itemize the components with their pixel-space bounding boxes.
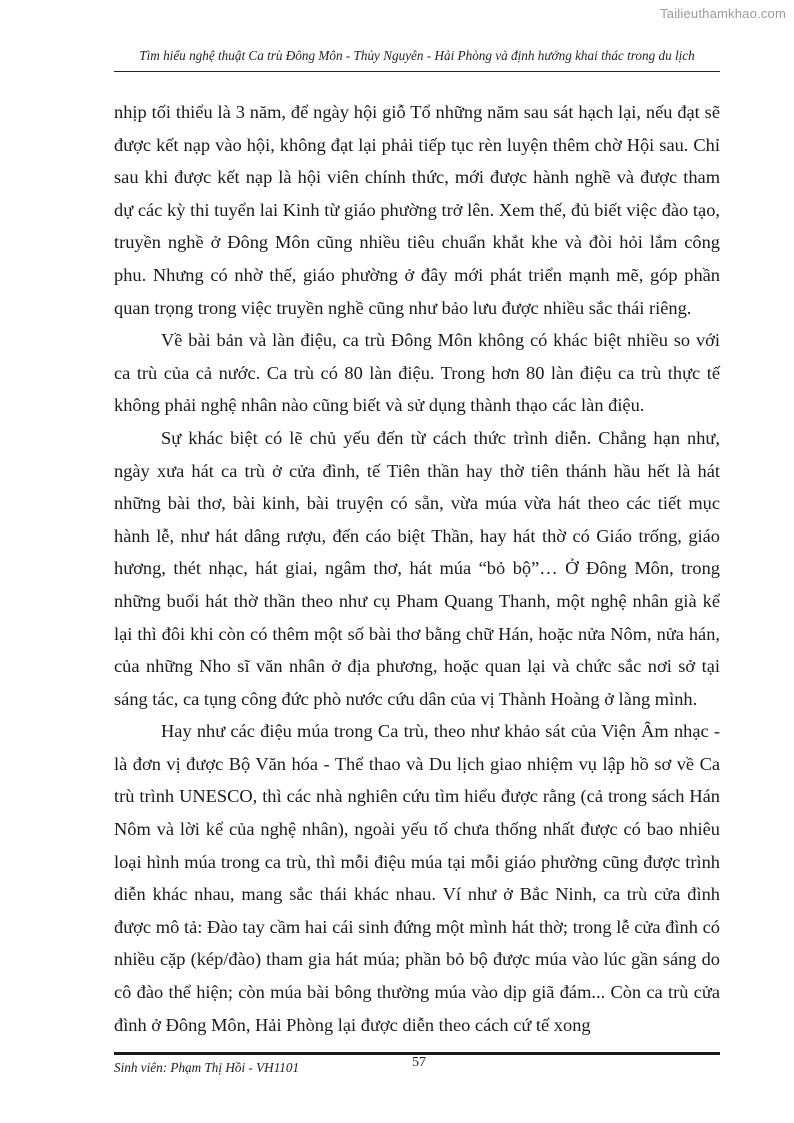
body-text [114, 96, 720, 1041]
watermark: Tailieuthamkhao.com [660, 6, 786, 21]
paragraph: Sự khác biệt có lẽ chủ yếu đến từ cách thức trình diễn. Chẳng hạn như, ngày xưa hát ca trù ở cửa đình, tế Tiên thần hay thờ tiên thánh hầu hết là hát những bài thơ, bài kinh, bài truyện có sẵn, vừa múa vừa hát theo các tiết mục hành lễ, như hát dâng rượu, đến cáo biệt Thần, hay hát thờ có Giáo trống, giáo hương, thét nhạc, hát giai, ngâm thơ, hát múa “bỏ bộ”… Ở Đông Môn, trong những buổi hát thờ thần theo như cụ Pham Quang Thanh, một nghệ nhân già kể lại thì đôi khi còn có thêm một số bài thơ bằng chữ Hán, hoặc nửa Nôm, nửa hán, của những Nho sĩ văn nhân ở địa phương, hoặc quan lại và chức sắc nơi sở tại sáng tác, ca tụng công đức phò nước cứu dân của vị Thành Hoàng ở làng mình. [114, 427, 720, 709]
paragraph: Hay như các điệu múa trong Ca trù, theo như khảo sát của Viện Âm nhạc - là đơn vị được Bộ Văn hóa - Thể thao và Du lịch giao nhiệm vụ lập hồ sơ về Ca trù trình UNESCO, thì các nhà nghiên cứu tìm hiểu được rằng (cả trong sách Hán Nôm và lời kể của nghệ nhân), ngoài yếu tố chưa thống nhất được có bao nhiêu loại hình múa trong ca trù, thì mỗi điệu múa tại mỗi giáo phường cũng được trình diễn khác nhau, mang sắc thái khác nhau. Ví như ở Bắc Ninh, ca trù cửa đình được mô tả: Đào tay cầm hai cái sinh đứng một mình hát thờ; trong lễ cửa đình có nhiều cặp (kép/đào) tham gia hát múa; phần bỏ bộ được múa vào lúc gần sáng do cô đào thể hiện; còn múa bài bông thường múa vào dịp giã đám... Còn ca trù cửa đình ở Đông Môn, Hải Phòng lại được diễn theo cách cứ tế xong [114, 721, 720, 1035]
footer-author: Sinh viên: Phạm Thị Hồi - VH1101 [114, 1060, 300, 1075]
paragraph: Về bài bản và làn điệu, ca trù Đông Môn không có khác biệt nhiều so với ca trù của cả nước. Ca trù có 80 làn điệu. Trong hơn 80 làn điệu ca trù thực tế không phải nghệ nhân nào cũng biết và sử dụng thành thạo các làn điệu. [114, 330, 720, 416]
page-number: 57 [412, 1055, 426, 1070]
header-divider [114, 71, 720, 72]
paragraph: nhịp tối thiểu là 3 năm, để ngày hội giỗ Tổ những năm sau sát hạch lại, nếu đạt sẽ được kết nạp vào hội, không đạt lại phải tiếp tục rèn luyện thêm chờ Hội sau. Chỉ sau khi được kết nạp là hội viên chính thức, mới được hành nghề và được tham dự các kỳ thi tuyển lai Kinh từ giáo phường trở lên. Xem thế, đủ biết việc đào tạo, truyền nghề ở Đông Môn cũng nhiều tiêu chuẩn khắt khe và đòi hỏi lắm công phu. Nhưng có nhờ thế, giáo phường ở đây mới phát triển mạnh mẽ, góp phần quan trọng trong việc truyền nghề cũng như bảo lưu được nhiều sắc thái riêng. [114, 102, 720, 318]
running-header: Tìm hiểu nghệ thuật Ca trù Đông Môn - Thủy Nguyên - Hải Phòng và định hướng khai thác trong du lịch [139, 48, 695, 63]
